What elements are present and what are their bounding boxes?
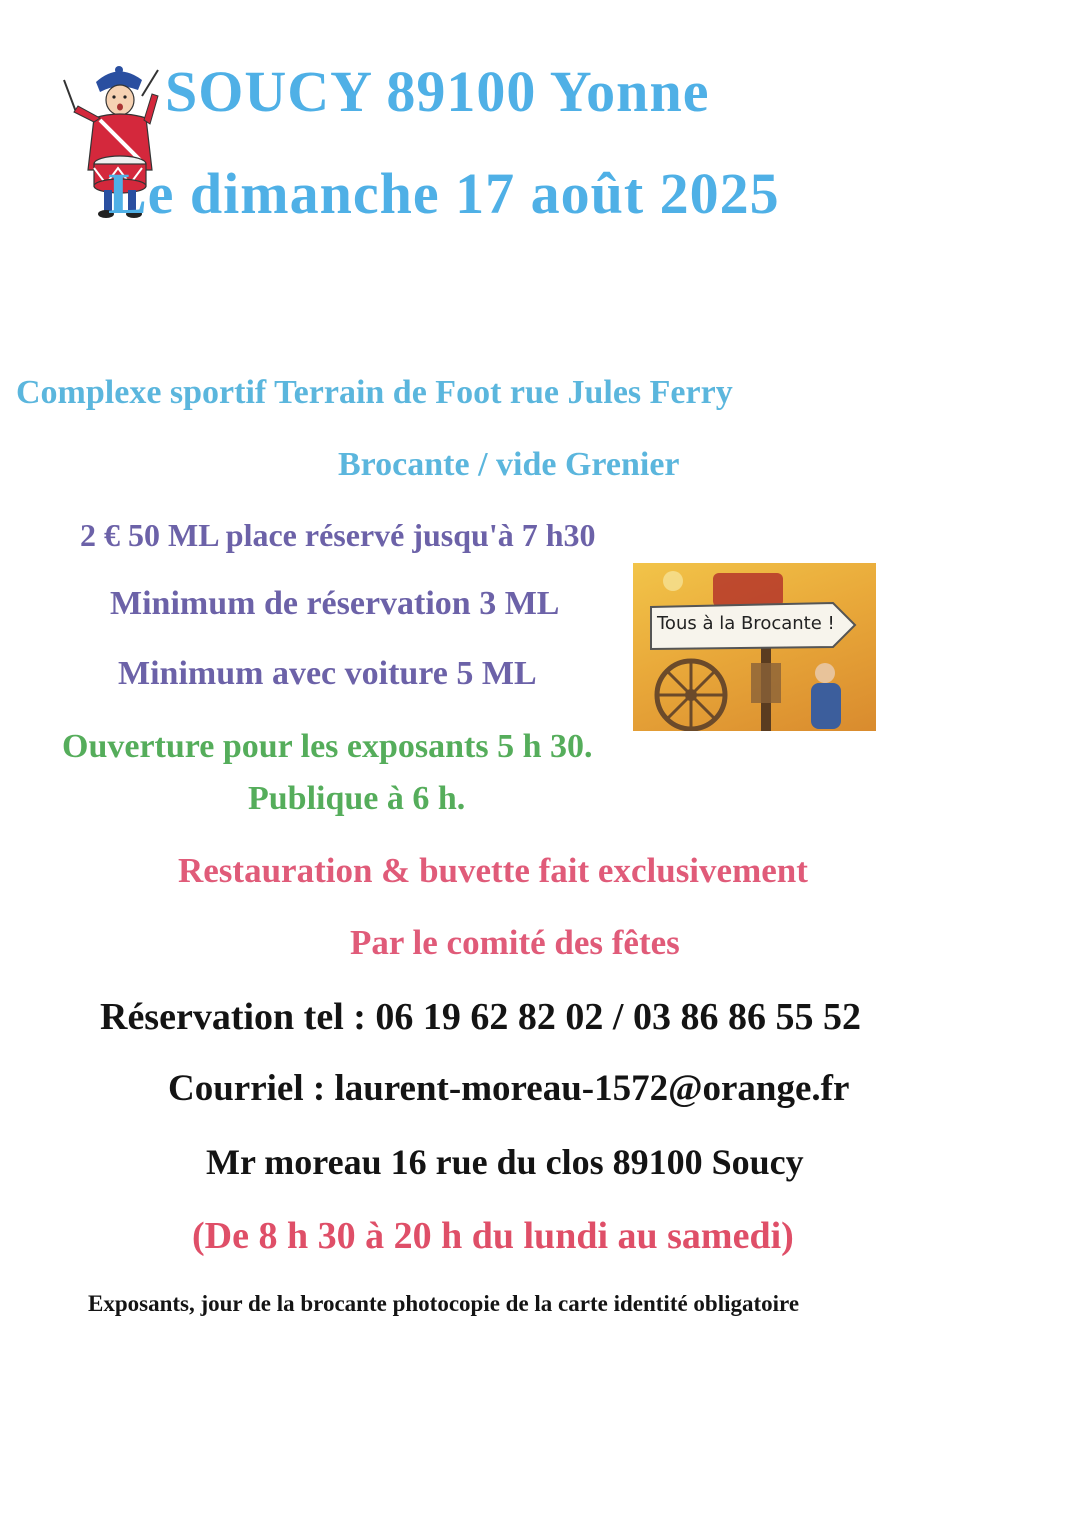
- brocante-sign-text: Tous à la Brocante !: [657, 613, 835, 634]
- exhibitor-note-text: Exposants, jour de la brocante photocopie de la carte identité obligatoire: [88, 1291, 800, 1316]
- price-text: 2 € 50 ML place réservé jusqu'à 7 h30: [80, 517, 596, 553]
- min-car-text: Minimum avec voiture 5 ML: [118, 655, 537, 692]
- catering-text-1: Restauration & buvette fait exclusivement: [178, 851, 808, 890]
- event-type-text: Brocante / vide Grenier: [338, 446, 680, 483]
- opening-public-text: Publique à 6 h.: [248, 780, 466, 817]
- hours-text: (De 8 h 30 à 20 h du lundi au samedi): [192, 1215, 794, 1257]
- title-town: SOUCY 89100 Yonne: [165, 59, 710, 124]
- min-reservation-text: Minimum de réservation 3 ML: [110, 585, 560, 622]
- phone-text: Réservation tel : 06 19 62 82 02 / 03 86 86 55 52: [100, 996, 861, 1038]
- opening-exhibitors-text: Ouverture pour les exposants 5 h 30.: [62, 728, 593, 765]
- catering-text-2: Par le comité des fêtes: [350, 923, 680, 962]
- location-text: Complexe sportif Terrain de Foot rue Jules Ferry: [16, 374, 733, 411]
- address-text: Mr moreau 16 rue du clos 89100 Soucy: [206, 1142, 804, 1182]
- brocante-sign-illustration: [633, 563, 876, 731]
- title-date: Le dimanche 17 août 2025: [108, 161, 780, 226]
- email-text: Courriel : laurent-moreau-1572@orange.fr: [168, 1068, 850, 1109]
